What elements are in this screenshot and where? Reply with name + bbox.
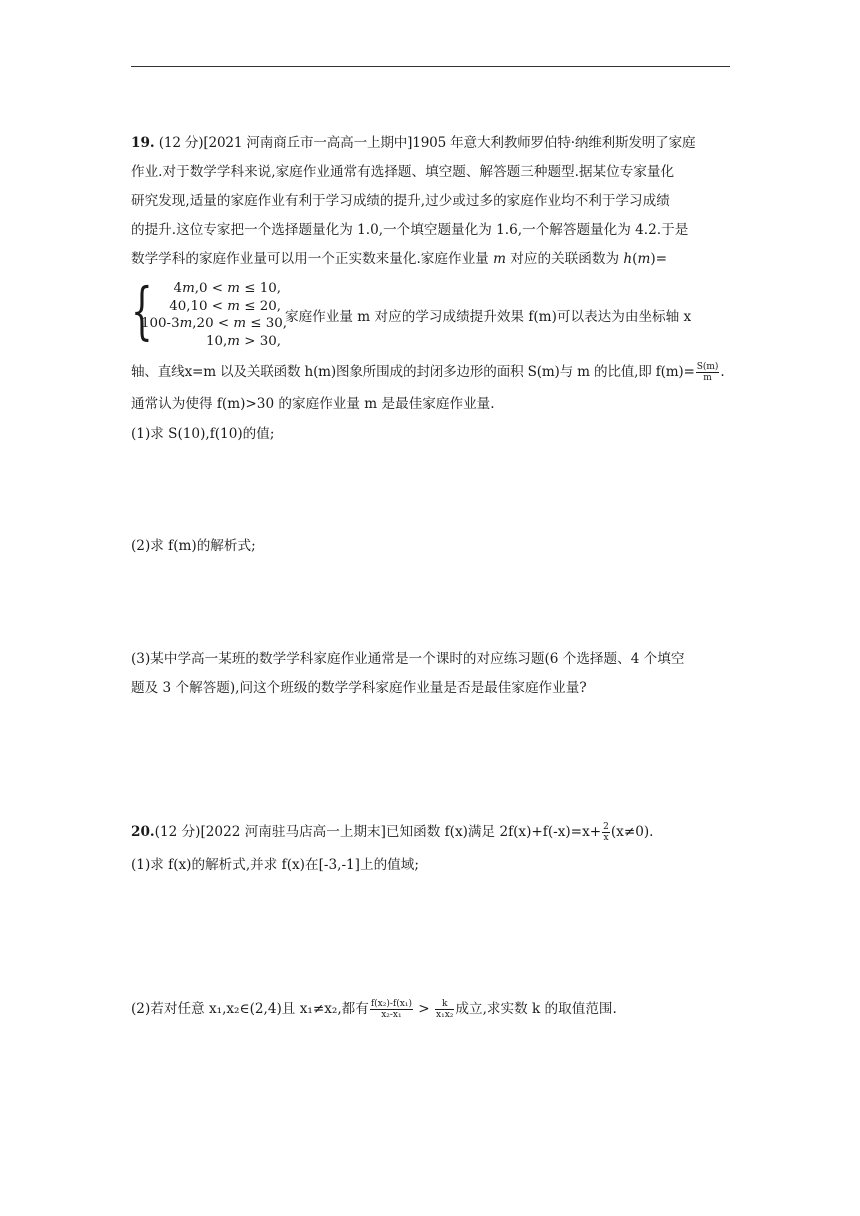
q19-part-3a: (3)某中学高一某班的数学学科家庭作业通常是一个课时的对应练习题(6 个选择题、4 个填空: [131, 651, 685, 667]
q20-number: 20.: [131, 824, 155, 840]
q19-intro-1: (12 分)[2021 河南商丘市一高高一上期中]1905 年意大利教师罗伯特·纳维利斯发明了家庭: [154, 135, 696, 151]
q19-part-3b: 题及 3 个解答题),问这个班级的数学学科家庭作业量是否是最佳家庭作业量?: [131, 680, 587, 696]
fraction-denominator: m: [703, 373, 712, 383]
header-rule: [131, 66, 730, 67]
q20-line-1: [131, 822, 731, 843]
piecewise-cases: [141, 280, 288, 350]
q20-part-2b: 成立,求实数 k 的取值范围.: [455, 1001, 617, 1017]
q20-intro: (12 分)[2022 河南驻马店高一上期末]已知函数 f(x)满足 2f(x)+f(-x)=x+: [154, 824, 602, 840]
fraction-denominator: x₂-x₁: [381, 1010, 402, 1020]
fraction-numerator: S(m): [696, 362, 719, 372]
greater-than: >: [413, 1001, 435, 1017]
left-brace-icon: {: [131, 274, 153, 347]
q19-line-7: [131, 362, 731, 383]
var-m: m: [493, 251, 506, 267]
period: .: [720, 364, 725, 380]
q19-line-7-text: 轴、直线x=m 以及关联函数 h(m)图象所围成的封闭多边形的面积 S(m)与 m 的比值,即 f(m)=: [131, 364, 695, 380]
q20-part-1: (1)求 f(x)的解析式,并求 f(x)在[-3,-1]上的值域;: [131, 857, 419, 873]
q19-line-2: 作业.对于数学学科来说,家庭作业通常有选择题、填空题、解答题三种题型.据某位专家量化: [131, 164, 675, 180]
fraction-denominator: x: [603, 833, 609, 843]
q20-part-2a: (2)若对任意 x₁,x₂∈(2,4)且 x₁≠x₂,都有: [131, 1001, 369, 1017]
var-m: m: [637, 251, 651, 267]
paren-open: (: [632, 251, 638, 267]
q19-line-3: 研究发现,适量的家庭作业有利于学习成绩的提升,过少或过多的家庭作业均不利于学习成绩: [131, 193, 670, 209]
q19-line-8: 通常认为使得 f(m)>30 的家庭作业量 m 是最佳家庭作业量.: [131, 396, 495, 412]
fraction-numerator: f(x₂)-f(x₁): [370, 999, 412, 1009]
fraction-2-over-x: [602, 822, 610, 843]
q19-part-2: (2)求 f(m)的解析式;: [131, 538, 256, 554]
q19-line-4: 的提升.这位专家把一个选择题量化为 1.0,一个填空题量化为 1.6,一个解答题量化为 4.2.于是: [131, 222, 689, 238]
q19-line-5d: )=: [650, 251, 668, 267]
fraction-numerator: 2: [603, 822, 609, 832]
fraction-k-over-x1x2: [435, 999, 454, 1020]
piecewise-tail-text: 家庭作业量 m 对应的学习成绩提升效果 f(m)可以表达为由坐标轴 x: [285, 309, 692, 325]
fraction-s-over-m: [696, 362, 720, 383]
case-2: 40,10 < 𝑚 ≤ 20,: [169, 298, 281, 314]
fraction-difference-quotient: [370, 999, 413, 1020]
fraction-denominator: x₁x₂: [436, 1010, 454, 1020]
piecewise-function: [131, 274, 731, 350]
case-3: 100-3𝑚,20 < 𝑚 ≤ 30,: [141, 316, 288, 331]
q19-line-5b: 对应的关联函数为: [505, 251, 624, 267]
q19-line-5a: 数学学科的家庭作业量可以用一个正实数来量化.家庭作业量: [131, 251, 494, 267]
case-4: 10,𝑚 > 30,: [205, 333, 281, 349]
fraction-numerator: k: [435, 999, 454, 1010]
q19-line-5: [131, 250, 731, 268]
q19-number: 19.: [131, 135, 155, 151]
var-h: h: [623, 251, 633, 267]
q20-part-2: [131, 999, 731, 1020]
q20-intro-end: (x≠0).: [610, 824, 654, 840]
case-1: 4𝑚,0 < 𝑚 ≤ 10,: [173, 281, 281, 296]
q19-line-1: [131, 134, 731, 152]
q19-part-1: (1)求 S(10),f(10)的值;: [131, 426, 275, 442]
